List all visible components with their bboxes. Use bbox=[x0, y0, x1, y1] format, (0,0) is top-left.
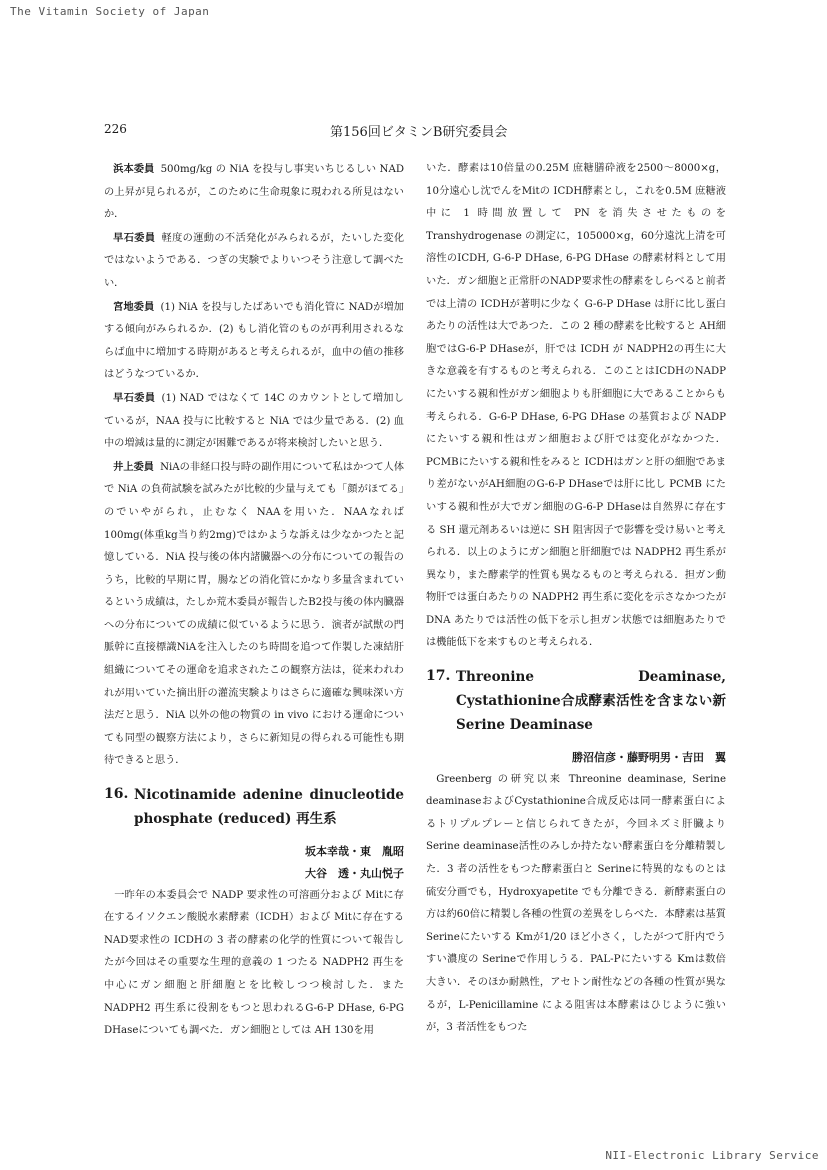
discussion-text: 500mg/kg の NiA を投与し事実いちじるしい NAD の上昇が見られるが，このために生命現象に現われる所見はないか． bbox=[104, 164, 404, 221]
footer-service: NII-Electronic Library Service bbox=[605, 1149, 819, 1162]
discussion-text: 軽度の運動の不活発化がみられるが，たいした変化ではないようである．つぎの実験でよりいつそう注意して調べたい． bbox=[104, 232, 405, 289]
discussion-text: NiAの非経口投与時の副作用について私はかつて人体で NiA の負荷試験を試みたが比較的少量与えても「顔がほてる」のでいやがられ，止むなく NAAを用いた．NAAなれば100mg(体重kg当り約2mg)ではかような訴えは少なかつたと記憶している．NiA 投与後の体内諸臓器への分布についての報告のうち，比較的早期に胃，腸などの消化管にかなり多量含まれているという成績は，たしか荒木委員が報告したB2投与後の体内臓器への分布についての成績に似ているように思う．演者が試獣の門脈幹に直接標識NiAを注入したのち時間を追つて作製した凍結肝組織についてその運命を追求されたこの観察方法は，従来われわれが用いていた摘出肝の灌流実験よりはさらに適確な興味深い方法だと思う．NiA 以外の他の物質の in vivo における運命についても同型の観察方法により，さらに新知見の得られる可能性も期待できると思う． bbox=[104, 461, 405, 767]
speaker-name: 宮地委員 bbox=[113, 300, 155, 313]
section-16-body: 一昨年の本委員会で NADP 要求性の可溶画分および Mitに存在するイソクエン酸脱水素酵素（ICDH）および Mitに存在するNAD要求性の ICDHの 3 者の酵素の化学的性質について報告したが今回はその重要な生理的意義の 1 つたる NADPH2 再生を中心にガン細胞と肝細胞とを比較しつつ検討した．また NADPH2 再生系に役割をもつと思われるG-6-P DHase, 6-PG DHaseについても調べた．ガン細胞としては AH 130を用 bbox=[104, 889, 404, 1037]
header-organization: The Vitamin Society of Japan bbox=[10, 5, 210, 18]
discussion-text: (1) NAD ではなくて 14C のカウントとして増加しているが，NAA 投与に比較すると NiA では少量である．(2) 血中の増減は量的に測定が困難であるが将来検討したいと思う． bbox=[104, 392, 404, 450]
right-column bbox=[426, 158, 726, 1040]
discussion-text: (1) NiA を投与したばあいでも消化管に NADが増加する傾向がみられるか．(2) もし消化管のものが再利用されるならば血中に増加する時期があると考えられるが，血中の値の推移はどうなつているか． bbox=[104, 301, 404, 381]
page-number: 226 bbox=[104, 122, 127, 136]
discussion-entry bbox=[104, 158, 404, 227]
section-number: 17. bbox=[426, 668, 451, 685]
section-title: Threonine Deaminase, Cystathionine合成酵素活性を含まない新 Serine Deaminase bbox=[456, 669, 726, 734]
speaker-name: 井上委員 bbox=[113, 460, 155, 473]
discussion-entry bbox=[104, 296, 404, 387]
running-title: 第156回ビタミンB研究委員会 bbox=[330, 125, 508, 140]
speaker-name: 早石委員 bbox=[113, 391, 156, 404]
section-title: Nicotinamide adenine dinucleotide phosphate (reduced) 再生系 bbox=[134, 787, 404, 828]
section-17-body: Greenberg の研究以来 Threonine deaminase, Serine deaminaseおよびCystathionine合成反応は同一酵素蛋白によるトリプルプレーと信じられてきたが，今回ネズミ肝臓より Serine deaminase活性のみしか持たない酵素蛋白を分離精製した．3 者の活性をもつた酵素蛋白と Serineに特異的なものとは硫安分画でも，Hydroxyapetite でも分離できる．新酵素蛋白の方は約60倍に精製し各種の性質の差異をしらべた．本酵素は基質Serineにたいする Kmが1/20 ほど小さく，したがつて肝内でうすい濃度の Serineで作用しうる．PAL-Pにたいする Kmは数倍大きい．そのほか耐熱性，アセトン耐性などの各種の性質が異なるが，L-Penicillamine による阻害は本酵素はひじように強いが，3 者活性をもつた bbox=[426, 773, 726, 1034]
speaker-name: 早石委員 bbox=[113, 231, 156, 244]
discussion-entry bbox=[104, 456, 404, 773]
section-number: 16. bbox=[104, 786, 129, 803]
author-line: 坂本幸哉・東 胤昭 bbox=[305, 844, 404, 858]
section-17-heading bbox=[426, 665, 726, 739]
author-line: 大谷 透・丸山悦子 bbox=[305, 866, 404, 880]
left-column bbox=[104, 158, 404, 1043]
section-16-heading bbox=[104, 783, 404, 833]
discussion-entry bbox=[104, 227, 404, 296]
speaker-name: 浜本委員 bbox=[113, 163, 155, 175]
discussion-entry bbox=[104, 387, 404, 456]
section-17-authors: 勝沼信彦・藤野明男・吉田 翼 bbox=[572, 750, 726, 764]
section-16-continuation: いた．酵素は10倍量の0.25M 庶糖膳砕液を2500～8000×g，10分遠心し沈でんをMitの ICDH酵素とし，これを0.5M 庶糖液中に 1 時間放置して PN を消失させたものを Transhydrogenase の測定に，105000×g，60分遠沈上清を可溶性のICDH, G-6-P DHase, 6-PG DHase の酵素材料として用いた．ガン細胞と正常肝のNADP要求性の酵素をしらべると前者では上清の ICDHが著明に少なく G-6-P DHase は肝に比し蛋白あたりの活性は大であつた．この 2 種の酵素を比較すると AH細胞ではG-6-P DHaseが，肝では ICDH が NADPH2の再生に大きな意義を有するものと考えられる．このことはICDHのNADP にたいする親和性がガン細胞よりも肝細胞に大であることからも考えられる．G-6-P DHase, 6-PG DHase の基質および NADP にたいする親和性はガン細胞および肝では変化がなかつた．PCMBにたいする親和性をみると ICDHはガンと肝の細胞であまり差がないがAH細胞のG-6-P DHaseでは肝に比し PCMB にたいする親和性が大でガン細胞のG-6-P DHaseは自然界に存在する SH 還元剤あるいは逆に SH 阻害因子で影響を受け易いと考えられる．以上のようにガン細胞と肝細胞では NADPH2 再生系が異なり，また酵素学的性質も異なるものと考えられる．担ガン動物肝では蛋白あたりの NADPH2 再生系に変化を示さなかつたが DNA あたりでは活性の低下を示し担ガン状態では細胞あたりでは機能低下を来すものと考えられる． bbox=[426, 163, 726, 649]
section-16-authors bbox=[104, 841, 404, 885]
